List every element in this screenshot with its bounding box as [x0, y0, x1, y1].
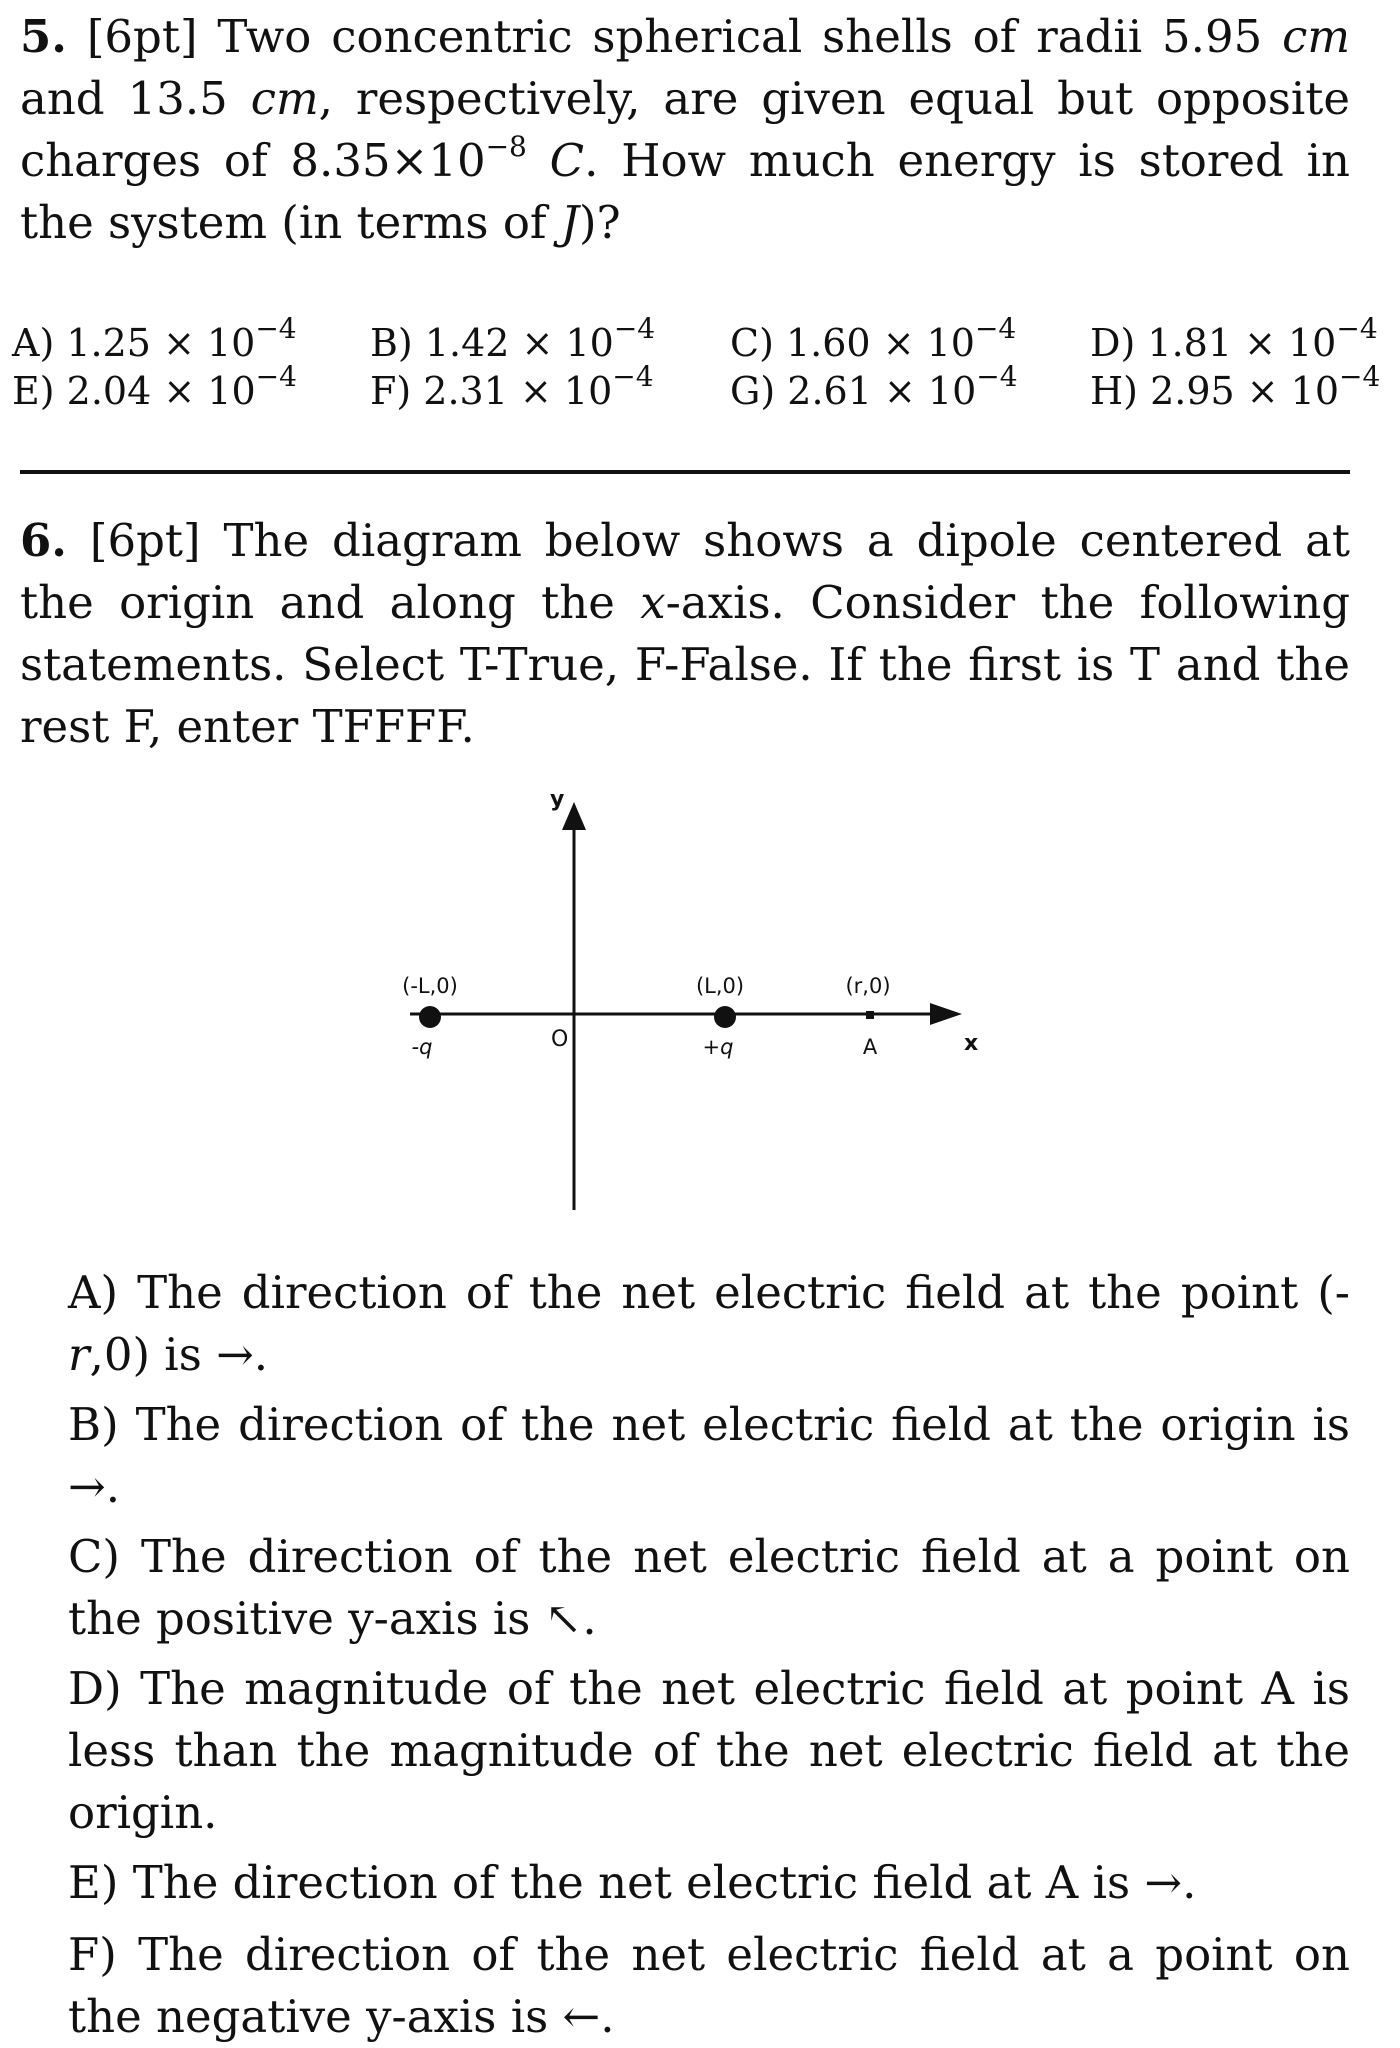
choice-exponent: −4 — [976, 360, 1018, 394]
y-axis-arrowhead — [562, 802, 586, 830]
choice-label: B) — [370, 321, 413, 365]
point-a-label: A — [862, 1035, 878, 1059]
statement-e — [68, 1852, 1350, 1914]
unit: cm — [1282, 10, 1350, 63]
choice-label: F) — [370, 369, 412, 413]
point-a-marker — [866, 1011, 874, 1019]
choice-label: G) — [730, 369, 776, 413]
choice-value: 2.31 × 10 — [423, 369, 613, 413]
choice-label: C) — [730, 321, 774, 365]
problem-text: )? — [578, 196, 621, 249]
statement-text: The direction of the net electric field at a point on the negative y-axis is ←. — [68, 1928, 1350, 2043]
choice-exponent: −4 — [255, 312, 297, 346]
unit: C — [526, 134, 585, 187]
unit: J — [560, 196, 579, 249]
problem-number: 5. — [20, 10, 67, 63]
choice-label: A) — [12, 321, 55, 365]
statement-text: The direction of the net electric field at the point (- — [118, 1266, 1350, 1319]
problem-text: . How much energy is stored in the system (in terms of — [20, 134, 1350, 249]
statement-text: The direction of the net electric field at A is →. — [118, 1856, 1197, 1909]
choice-exponent: −4 — [255, 360, 297, 394]
statement-label: F) — [68, 1928, 117, 1981]
problem-text: [6pt] Two concentric spherical shells of radii 5.95 — [66, 10, 1283, 63]
choice-exponent: −4 — [974, 312, 1017, 346]
choice-exponent: −4 — [1339, 360, 1381, 394]
choice-label: D) — [1090, 321, 1136, 365]
positive-charge — [714, 1006, 736, 1028]
statement-d — [68, 1658, 1350, 1844]
neg-charge-sign: -q — [411, 1035, 433, 1059]
pos-charge-coord: (L,0) — [695, 974, 745, 998]
y-axis-label: y — [550, 787, 565, 812]
origin-label: O — [551, 1027, 569, 1052]
choice-value: 1.60 × 10 — [786, 321, 975, 365]
x-axis-arrowhead — [930, 1003, 962, 1025]
problem-text: and 13.5 — [20, 72, 251, 125]
x-axis-label: x — [964, 1031, 979, 1056]
choice-value: 2.61 × 10 — [787, 369, 977, 413]
choice-label: E) — [12, 369, 55, 413]
choice-value: 2.04 × 10 — [66, 369, 256, 413]
problem-number: 6. — [20, 514, 67, 567]
statement-variable: r — [68, 1328, 90, 1381]
choice-exponent: −4 — [612, 360, 654, 394]
problem-text: -axis. Consider the following statements. Select T-True, F-False. If the first is T and the rest F, enter TFFFF. — [20, 576, 1350, 753]
statement-text: The magnitude of the net electric field at point A is less than the magnitude of the net electric field at the origin. — [68, 1662, 1350, 1839]
statement-b — [68, 1394, 1350, 1518]
statement-text: The direction of the net electric field at a point on the positive y-axis is ↖. — [68, 1530, 1350, 1645]
unit: cm — [250, 72, 319, 125]
statement-a — [68, 1262, 1350, 1386]
choice-exponent: −4 — [613, 312, 656, 346]
statement-f — [68, 1924, 1350, 2048]
problem-text: [6pt] The diagram below shows a dipole centered at the origin and along the — [20, 514, 1350, 629]
statement-label: C) — [68, 1530, 120, 1583]
choice-value: 1.81 × 10 — [1147, 321, 1337, 365]
problem-text: , respectively, are given equal but opposite charges of 8.35×10 — [20, 72, 1350, 187]
choice-value: 1.25 × 10 — [66, 321, 256, 365]
statement-label: D) — [68, 1662, 122, 1715]
choice-value: 2.95 × 10 — [1150, 369, 1340, 413]
exponent: −8 — [485, 130, 527, 163]
axis-variable: x — [640, 576, 666, 629]
statement-label: B) — [68, 1398, 119, 1451]
statement-label: A) — [68, 1266, 119, 1319]
pos-charge-sign: +q — [702, 1035, 734, 1059]
choice-label: H) — [1090, 369, 1138, 413]
neg-charge-coord: (-L,0) — [402, 974, 458, 998]
statement-text: The direction of the net electric field at the origin is →. — [68, 1398, 1350, 1513]
statement-text: ,0) is →. — [89, 1328, 269, 1381]
statement-c — [68, 1526, 1350, 1650]
statement-label: E) — [68, 1856, 119, 1909]
negative-charge — [419, 1006, 441, 1028]
point-a-coord: (r,0) — [845, 974, 891, 998]
choice-exponent: −4 — [1336, 312, 1378, 346]
choice-value: 1.42 × 10 — [424, 321, 614, 365]
